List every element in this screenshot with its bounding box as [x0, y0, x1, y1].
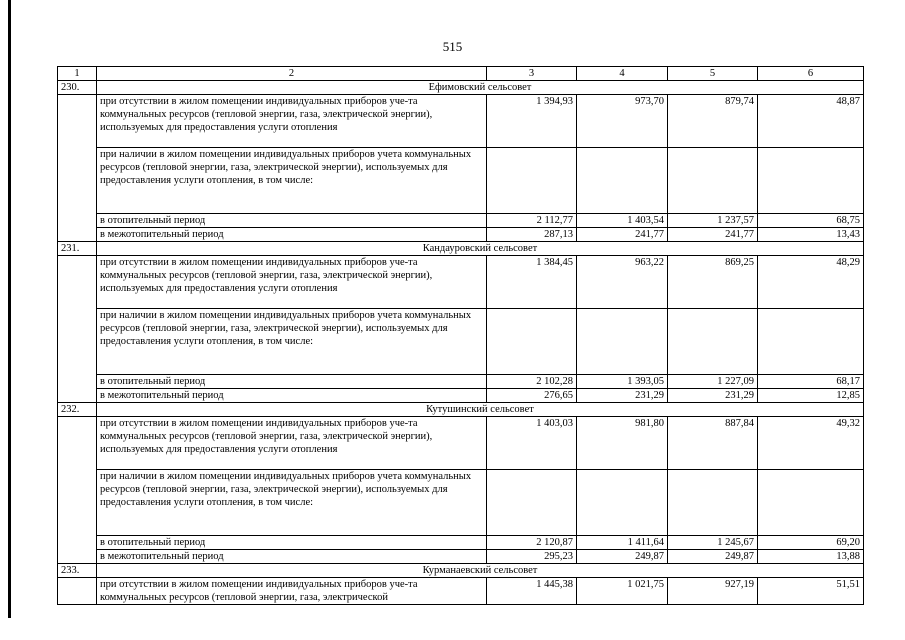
row-label: при отсутствии в жилом помещении индивидуальных приборов уче-та коммунальных ресурсов (тепловой энергии, газа, электрической энергии), используемых для предоставления услуги отопления	[97, 256, 487, 309]
value-col-3	[487, 470, 577, 536]
value-col-3: 1 445,38	[487, 578, 577, 605]
value-col-4: 1 403,54	[577, 214, 668, 228]
value-col-6: 12,85	[758, 389, 864, 403]
value-col-6	[758, 148, 864, 214]
header-col-6: 6	[758, 67, 864, 81]
table-row	[58, 309, 864, 375]
row-label: при отсутствии в жилом помещении индивидуальных приборов уче-та коммунальных ресурсов (тепловой энергии, газа, электрической энергии), используемых для предоставления услуги отопления	[97, 417, 487, 470]
row-label: в отопительный период	[97, 214, 487, 228]
value-col-3: 2 112,77	[487, 214, 577, 228]
page-number: 515	[442, 39, 463, 54]
value-col-6: 48,87	[758, 95, 864, 148]
table-row	[58, 389, 864, 403]
value-col-4	[577, 309, 668, 375]
table-row	[58, 470, 864, 536]
value-col-4: 1 393,05	[577, 375, 668, 389]
section-index: 233.	[58, 564, 97, 578]
index-spacer-cell	[58, 95, 97, 242]
index-spacer-cell	[58, 417, 97, 564]
value-col-4: 241,77	[577, 228, 668, 242]
table-row	[58, 228, 864, 242]
value-col-5: 1 237,57	[668, 214, 758, 228]
value-col-3: 1 403,03	[487, 417, 577, 470]
row-label: при наличии в жилом помещении индивидуальных приборов учета коммунальных ресурсов (тепловой энергии, газа, электрической энергии), используемых для предоставления услуги отопления, в том числе:	[97, 148, 487, 214]
value-col-4: 963,22	[577, 256, 668, 309]
value-col-6: 68,17	[758, 375, 864, 389]
value-col-6: 68,75	[758, 214, 864, 228]
section-title: Курманаевский сельсовет	[97, 564, 864, 578]
value-col-6: 13,43	[758, 228, 864, 242]
value-col-3: 1 384,45	[487, 256, 577, 309]
header-row	[58, 67, 864, 81]
row-label: в межотопительный период	[97, 389, 487, 403]
index-spacer-cell	[58, 256, 97, 403]
section-title: Кутушинский сельсовет	[97, 403, 864, 417]
page-edge-bar	[8, 0, 11, 618]
value-col-3: 1 394,93	[487, 95, 577, 148]
value-col-4	[577, 148, 668, 214]
value-col-4: 1 411,64	[577, 536, 668, 550]
section-title: Кандауровский сельсовет	[97, 242, 864, 256]
section-header-row	[58, 242, 864, 256]
value-col-6	[758, 309, 864, 375]
section-header-row	[58, 564, 864, 578]
value-col-3: 2 102,28	[487, 375, 577, 389]
value-col-4: 981,80	[577, 417, 668, 470]
value-col-3	[487, 148, 577, 214]
row-label: при отсутствии в жилом помещении индивидуальных приборов уче-та коммунальных ресурсов (тепловой энергии, газа, электрической	[97, 578, 487, 605]
table-row	[58, 417, 864, 470]
value-col-5: 241,77	[668, 228, 758, 242]
value-col-3: 295,23	[487, 550, 577, 564]
row-label: в отопительный период	[97, 375, 487, 389]
table-row	[58, 536, 864, 550]
index-spacer-cell	[58, 578, 97, 605]
table-row	[58, 550, 864, 564]
section-header-row	[58, 403, 864, 417]
row-label: при наличии в жилом помещении индивидуальных приборов учета коммунальных ресурсов (тепловой энергии, газа, электрической энергии), используемых для предоставления услуги отопления, в том числе:	[97, 470, 487, 536]
header-col-2: 2	[97, 67, 487, 81]
header-col-3: 3	[487, 67, 577, 81]
section-index: 230.	[58, 81, 97, 95]
row-label: при наличии в жилом помещении индивидуальных приборов учета коммунальных ресурсов (тепловой энергии, газа, электрической энергии), используемых для предоставления услуги отопления, в том числе:	[97, 309, 487, 375]
table-row	[58, 95, 864, 148]
value-col-5: 1 227,09	[668, 375, 758, 389]
value-col-3: 2 120,87	[487, 536, 577, 550]
row-label: в межотопительный период	[97, 228, 487, 242]
value-col-4: 249,87	[577, 550, 668, 564]
value-col-6	[758, 470, 864, 536]
value-col-4: 973,70	[577, 95, 668, 148]
section-index: 231.	[58, 242, 97, 256]
value-col-6: 48,29	[758, 256, 864, 309]
value-col-5	[668, 309, 758, 375]
value-col-6: 51,51	[758, 578, 864, 605]
value-col-6: 69,20	[758, 536, 864, 550]
section-header-row	[58, 81, 864, 95]
value-col-4: 1 021,75	[577, 578, 668, 605]
value-col-5: 869,25	[668, 256, 758, 309]
table-row	[58, 578, 864, 605]
table-row	[58, 214, 864, 228]
value-col-6: 13,88	[758, 550, 864, 564]
value-col-3: 276,65	[487, 389, 577, 403]
value-col-5	[668, 470, 758, 536]
section-index: 232.	[58, 403, 97, 417]
value-col-5: 927,19	[668, 578, 758, 605]
value-col-3	[487, 309, 577, 375]
value-col-5: 249,87	[668, 550, 758, 564]
value-col-3: 287,13	[487, 228, 577, 242]
value-col-5: 887,84	[668, 417, 758, 470]
value-col-5: 231,29	[668, 389, 758, 403]
table-row	[58, 375, 864, 389]
value-col-4	[577, 470, 668, 536]
value-col-5	[668, 148, 758, 214]
header-col-4: 4	[577, 67, 668, 81]
value-col-5: 879,74	[668, 95, 758, 148]
table-row	[58, 148, 864, 214]
value-col-4: 231,29	[577, 389, 668, 403]
row-label: в отопительный период	[97, 536, 487, 550]
row-label: в межотопительный период	[97, 550, 487, 564]
section-title: Ефимовский сельсовет	[97, 81, 864, 95]
header-col-1: 1	[58, 67, 97, 81]
header-col-5: 5	[668, 67, 758, 81]
row-label: при отсутствии в жилом помещении индивидуальных приборов уче-та коммунальных ресурсов (тепловой энергии, газа, электрической энергии), используемых для предоставления услуги отопления	[97, 95, 487, 148]
value-col-6: 49,32	[758, 417, 864, 470]
value-col-5: 1 245,67	[668, 536, 758, 550]
tariff-table	[57, 66, 864, 605]
table-row	[58, 256, 864, 309]
